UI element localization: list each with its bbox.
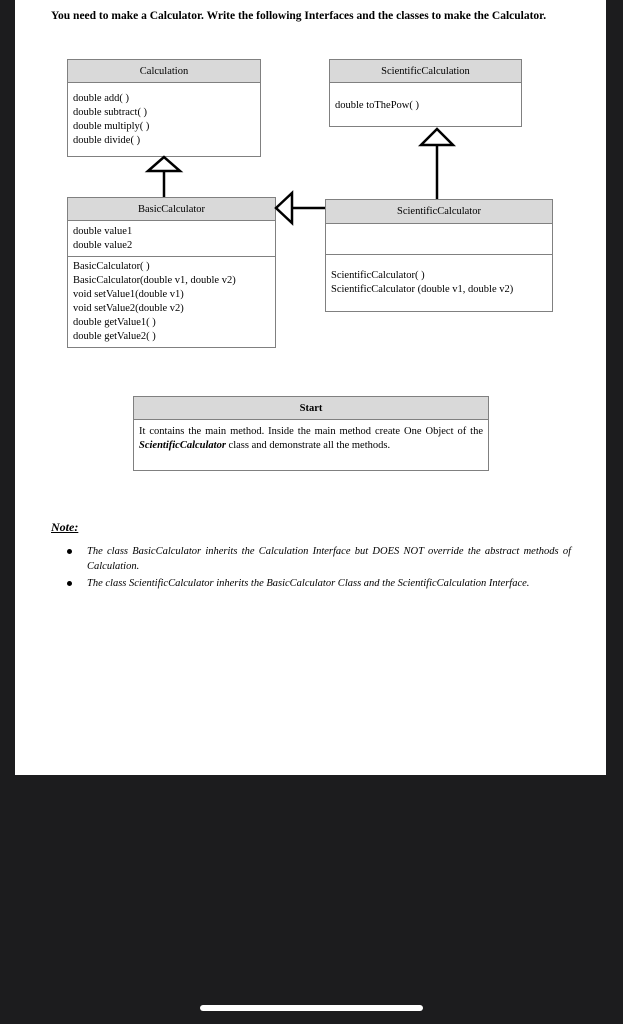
field-value2: double value2 <box>73 240 133 251</box>
arrow-scientific-to-basic <box>276 193 325 223</box>
constructor-params: BasicCalculator(double v1, double v2) <box>73 275 236 286</box>
scientific-calculation-title: ScientificCalculation <box>330 60 521 83</box>
scientific-constructor-params: ScientificCalculator (double v1, double v2) <box>331 284 514 295</box>
method-multiply: double multiply( ) <box>73 121 150 132</box>
arrow-scientific-to-scientific-calculation <box>421 129 453 199</box>
inheritance-arrows <box>15 0 606 520</box>
field-value1: double value1 <box>73 226 133 237</box>
method-set-value2: void setValue2(double v2) <box>73 303 184 314</box>
start-title: Start <box>134 397 488 420</box>
start-class-name: ScientificCalculator <box>139 440 226 451</box>
home-indicator[interactable] <box>200 1005 423 1011</box>
assignment-heading: You need to make a Calculator. Write the following Interfaces and the classes to make the Calculator. <box>51 10 547 22</box>
basic-calculator-title: BasicCalculator <box>68 198 275 221</box>
method-get-value2: double getValue2( ) <box>73 331 156 342</box>
method-subtract: double subtract( ) <box>73 107 148 118</box>
scientific-calculator-title: ScientificCalculator <box>326 200 552 224</box>
start-description: It contains the main method. Inside the main method create One Object of the ScientificCalculator class and demonstrate all the methods. <box>139 426 483 451</box>
document-page <box>15 0 606 775</box>
calculation-title: Calculation <box>68 60 260 83</box>
bullet-icon <box>67 549 72 554</box>
method-add: double add( ) <box>73 93 129 104</box>
note-label: Note: <box>51 520 79 534</box>
note-list <box>67 544 571 593</box>
method-to-the-pow: double toThePow( ) <box>335 100 419 111</box>
constructor-default: BasicCalculator( ) <box>73 261 150 272</box>
arrow-basic-to-calculation <box>148 157 180 197</box>
note-item: The class ScientificCalculator inherits the BasicCalculator Class and the ScientificCalculation Interface. <box>67 576 571 591</box>
scientific-constructor-default: ScientificCalculator( ) <box>331 270 425 281</box>
note-item: The class BasicCalculator inherits the Calculation Interface but DOES NOT override the abstract methods of Calculation. <box>67 544 571 574</box>
method-set-value1: void setValue1(double v1) <box>73 289 184 300</box>
method-get-value1: double getValue1( ) <box>73 317 156 328</box>
bullet-icon <box>67 581 72 586</box>
method-divide: double divide( ) <box>73 135 141 146</box>
